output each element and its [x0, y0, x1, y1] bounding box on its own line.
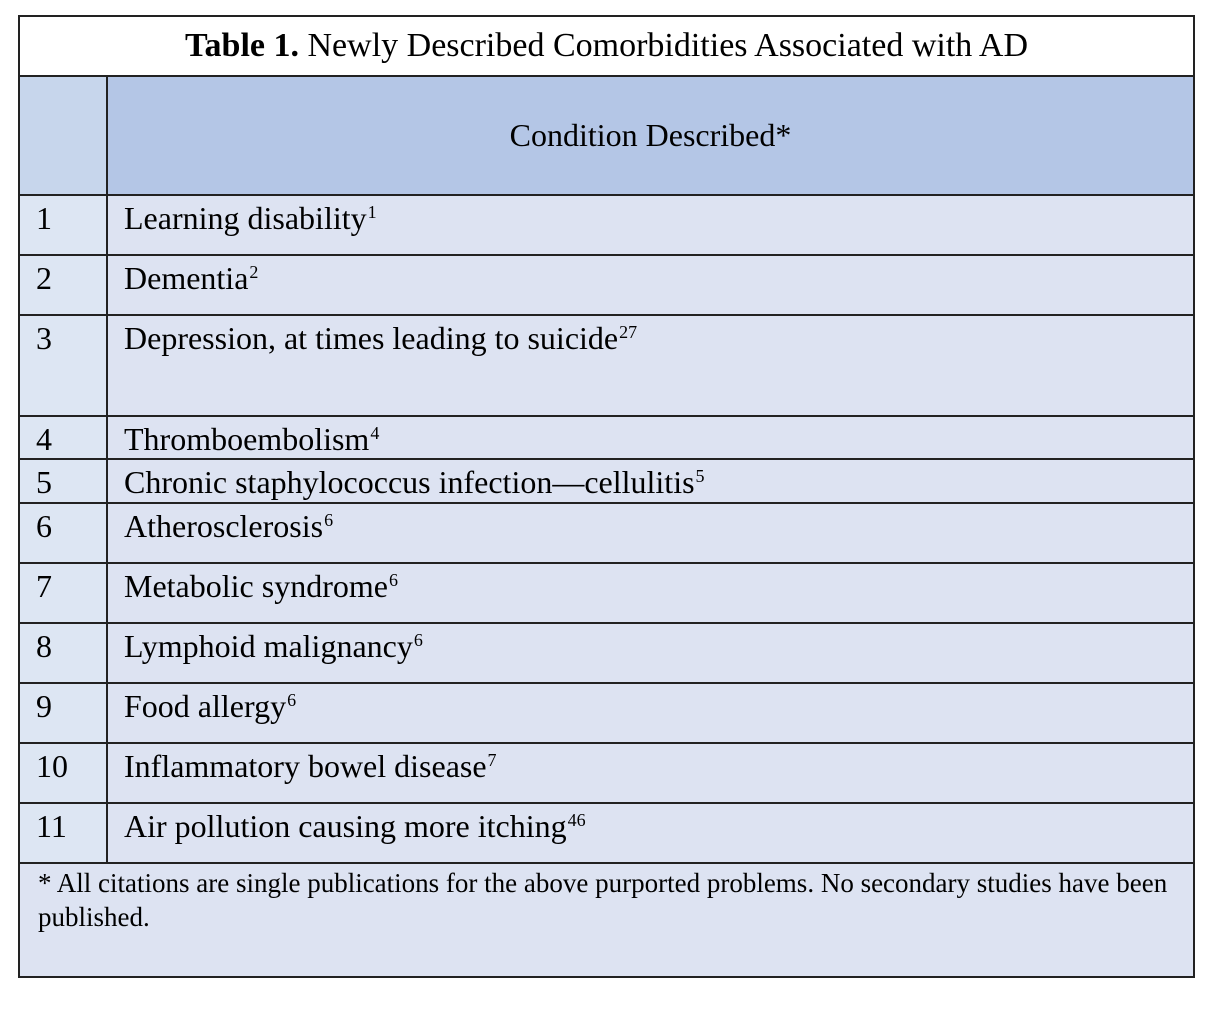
citation-ref: 2	[249, 262, 259, 282]
condition-text: Chronic staphylococcus infection—cellulitis	[124, 464, 695, 500]
citation-ref: 27	[619, 322, 638, 342]
footnote-row	[19, 863, 1194, 977]
row-number: 6	[19, 503, 107, 563]
table-row	[19, 743, 1194, 803]
condition-text: Learning disability	[124, 200, 367, 236]
table-row	[19, 803, 1194, 863]
condition-text: Atherosclerosis	[124, 508, 324, 544]
table-row	[19, 459, 1194, 503]
condition-text: Food allergy	[124, 688, 287, 724]
table-row	[19, 623, 1194, 683]
citation-ref: 6	[388, 570, 398, 590]
condition-text: Lymphoid malignancy	[124, 628, 413, 664]
row-number: 8	[19, 623, 107, 683]
row-number: 4	[19, 416, 107, 459]
table-row	[19, 416, 1194, 459]
row-number: 5	[19, 459, 107, 503]
table-title-label: Table 1.	[184, 27, 299, 64]
condition-text: Depression, at times leading to suicide	[124, 320, 619, 356]
table-row	[19, 503, 1194, 563]
title-row	[19, 16, 1194, 76]
condition-cell	[107, 195, 1194, 255]
condition-cell	[107, 623, 1194, 683]
comorbidities-table	[18, 15, 1195, 978]
table-footnote: * All citations are single publications for the above purported problems. No secondary studies have been published.	[19, 863, 1194, 977]
condition-text: Metabolic syndrome	[124, 568, 388, 604]
citation-ref: 6	[287, 690, 297, 710]
citation-ref: 5	[695, 466, 705, 486]
row-number: 10	[19, 743, 107, 803]
table-title-text: Newly Described Comorbidities Associated with AD	[299, 27, 1029, 64]
table-title	[19, 16, 1194, 76]
citation-ref: 6	[413, 630, 423, 650]
condition-cell	[107, 416, 1194, 459]
condition-text: Thromboembolism	[124, 421, 370, 457]
header-row	[19, 76, 1194, 195]
table-row	[19, 315, 1194, 416]
table-row	[19, 563, 1194, 623]
table-row	[19, 255, 1194, 315]
table-row	[19, 195, 1194, 255]
condition-text: Air pollution causing more itching	[124, 808, 567, 844]
comorbidities-table-container	[18, 15, 1190, 978]
citation-ref: 4	[370, 423, 380, 443]
citation-ref: 7	[487, 750, 497, 770]
row-number: 11	[19, 803, 107, 863]
table-row	[19, 683, 1194, 743]
row-number: 1	[19, 195, 107, 255]
table-body	[19, 195, 1194, 863]
condition-cell	[107, 315, 1194, 416]
condition-cell	[107, 683, 1194, 743]
condition-cell	[107, 459, 1194, 503]
condition-cell	[107, 563, 1194, 623]
citation-ref: 46	[567, 810, 586, 830]
condition-cell	[107, 803, 1194, 863]
row-number: 9	[19, 683, 107, 743]
row-number: 3	[19, 315, 107, 416]
citation-ref: 6	[324, 510, 334, 530]
citation-ref: 1	[367, 202, 377, 222]
header-number-cell	[19, 76, 107, 195]
condition-cell	[107, 503, 1194, 563]
condition-cell	[107, 255, 1194, 315]
row-number: 7	[19, 563, 107, 623]
row-number: 2	[19, 255, 107, 315]
condition-cell	[107, 743, 1194, 803]
header-condition-cell: Condition Described*	[107, 76, 1194, 195]
condition-text: Inflammatory bowel disease	[124, 748, 487, 784]
condition-text: Dementia	[124, 260, 249, 296]
